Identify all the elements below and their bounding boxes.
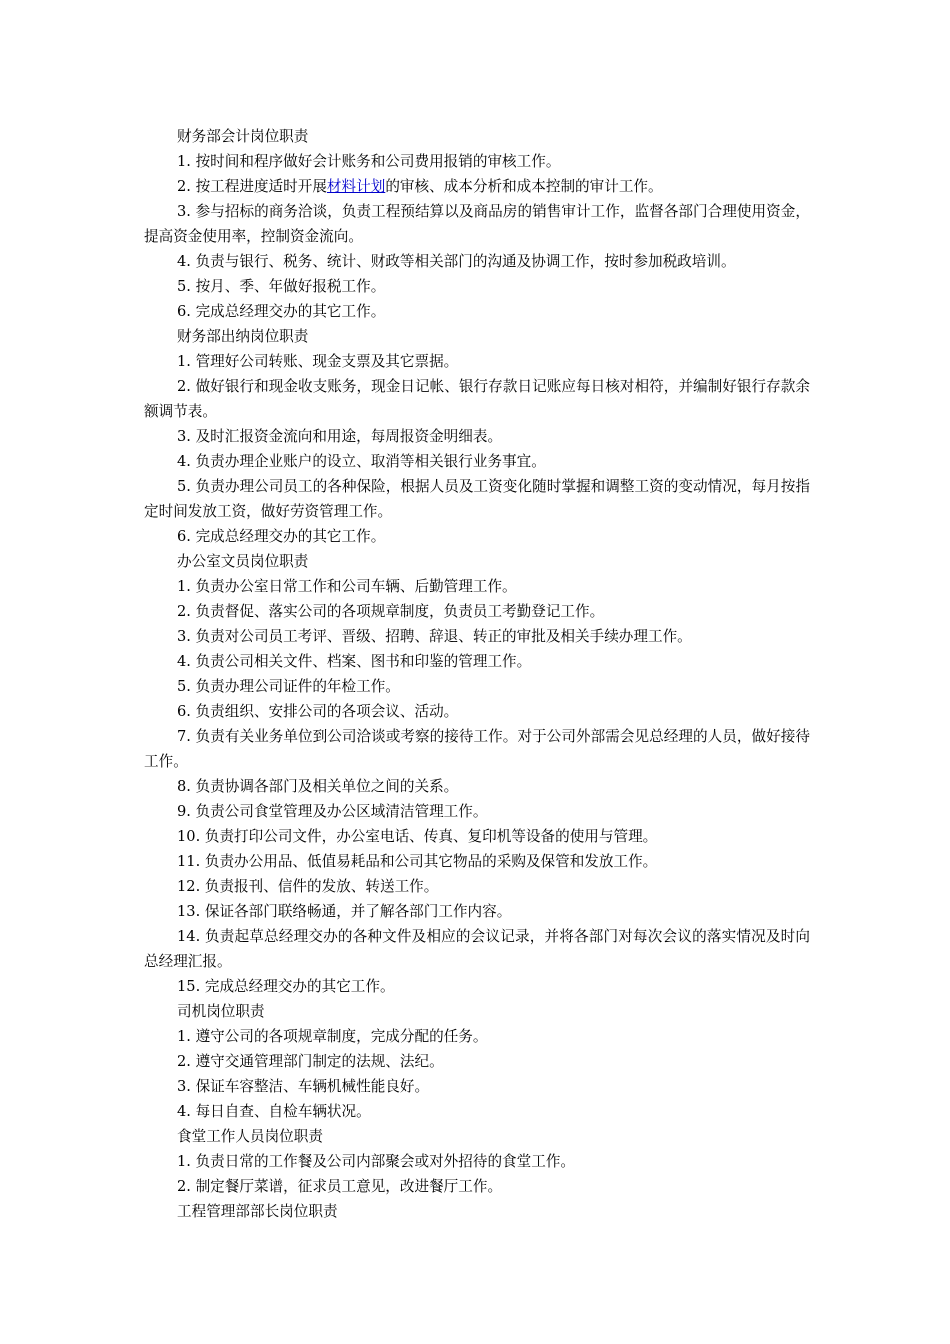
section-heading: 食堂工作人员岗位职责 xyxy=(177,1128,323,1145)
duty-item: 5. 负责办理公司证件的年检工作。 xyxy=(177,678,400,695)
duty-item: 2. 负责督促、落实公司的各项规章制度，负责员工考勤登记工作。 xyxy=(177,603,605,620)
duty-item-text: 的审核、成本分析和成本控制的审计工作。 xyxy=(385,178,663,195)
duty-item: 2. 遵守交通管理部门制定的法规、法纪。 xyxy=(177,1053,444,1070)
duty-item: 9. 负责公司食堂管理及办公区域清洁管理工作。 xyxy=(177,803,488,820)
duty-item: 1. 负责办公室日常工作和公司车辆、后勤管理工作。 xyxy=(177,578,517,595)
duty-item: 13. 保证各部门联络畅通，并了解各部门工作内容。 xyxy=(177,903,512,920)
duty-item: 6. 完成总经理交办的其它工作。 xyxy=(177,303,386,320)
duty-item: 1. 负责日常的工作餐及公司内部聚会或对外招待的食堂工作。 xyxy=(177,1153,576,1170)
duty-item: 3. 参与招标的商务洽谈，负责工程预结算以及商品房的销售审计工作，监督各部门合理使用资金，提高资金使用率，控制资金流向。 xyxy=(144,203,810,245)
section-heading: 司机岗位职责 xyxy=(177,1003,265,1020)
duty-item: 1. 按时间和程序做好会计账务和公司费用报销的审核工作。 xyxy=(177,153,561,170)
duty-item: 14. 负责起草总经理交办的各种文件及相应的会议记录，并将各部门对每次会议的落实情况及时向总经理汇报。 xyxy=(144,928,810,970)
duty-item: 12. 负责报刊、信件的发放、转送工作。 xyxy=(177,878,439,895)
duty-item: 5. 负责办理公司员工的各种保险，根据人员及工资变化随时掌握和调整工资的变动情况，每月按指定时间发放工资，做好劳资管理工作。 xyxy=(144,478,810,520)
duty-item: 3. 保证车容整洁、车辆机械性能良好。 xyxy=(177,1078,430,1095)
duty-item: 4. 负责办理企业账户的设立、取消等相关银行业务事宜。 xyxy=(177,453,546,470)
material-plan-link[interactable]: 材料计划 xyxy=(326,178,386,195)
document-body xyxy=(144,124,810,1224)
duty-item: 5. 按月、季、年做好报税工作。 xyxy=(177,278,386,295)
duty-item: 6. 负责组织、安排公司的各项会议、活动。 xyxy=(177,703,459,720)
section-heading: 财务部会计岗位职责 xyxy=(177,128,309,145)
duty-item: 7. 负责有关业务单位到公司洽谈或考察的接待工作。对于公司外部需会见总经理的人员，做好接待工作。 xyxy=(144,728,810,770)
section-heading: 办公室文员岗位职责 xyxy=(177,553,309,570)
section-heading: 财务部出纳岗位职责 xyxy=(177,328,309,345)
duty-item: 2. 做好银行和现金收支账务，现金日记帐、银行存款日记账应每日核对相符，并编制好银行存款余额调节表。 xyxy=(144,378,810,420)
duty-item: 3. 负责对公司员工考评、晋级、招聘、辞退、转正的审批及相关手续办理工作。 xyxy=(177,628,692,645)
duty-item: 6. 完成总经理交办的其它工作。 xyxy=(177,528,386,545)
duty-item: 4. 每日自查、自检车辆状况。 xyxy=(177,1103,371,1120)
duty-item: 15. 完成总经理交办的其它工作。 xyxy=(177,978,395,995)
duty-item: 3. 及时汇报资金流向和用途，每周报资金明细表。 xyxy=(177,428,503,445)
duty-item: 4. 负责与银行、税务、统计、财政等相关部门的沟通及协调工作，按时参加税政培训。 xyxy=(177,253,736,270)
duty-item: 8. 负责协调各部门及相关单位之间的关系。 xyxy=(177,778,459,795)
duty-item: 2. 制定餐厅菜谱，征求员工意见，改进餐厅工作。 xyxy=(177,1178,503,1195)
section-heading: 工程管理部部长岗位职责 xyxy=(177,1203,338,1220)
duty-item: 10. 负责打印公司文件，办公室电话、传真、复印机等设备的使用与管理。 xyxy=(177,828,658,845)
duty-item: 1. 管理好公司转账、现金支票及其它票据。 xyxy=(177,353,459,370)
duty-item-text: 2. 按工程进度适时开展 xyxy=(177,178,327,195)
duty-item: 4. 负责公司相关文件、档案、图书和印鉴的管理工作。 xyxy=(177,653,532,670)
duty-item xyxy=(144,174,810,199)
duty-item: 1. 遵守公司的各项规章制度，完成分配的任务。 xyxy=(177,1028,488,1045)
duty-item: 11. 负责办公用品、低值易耗品和公司其它物品的采购及保管和发放工作。 xyxy=(177,853,658,870)
